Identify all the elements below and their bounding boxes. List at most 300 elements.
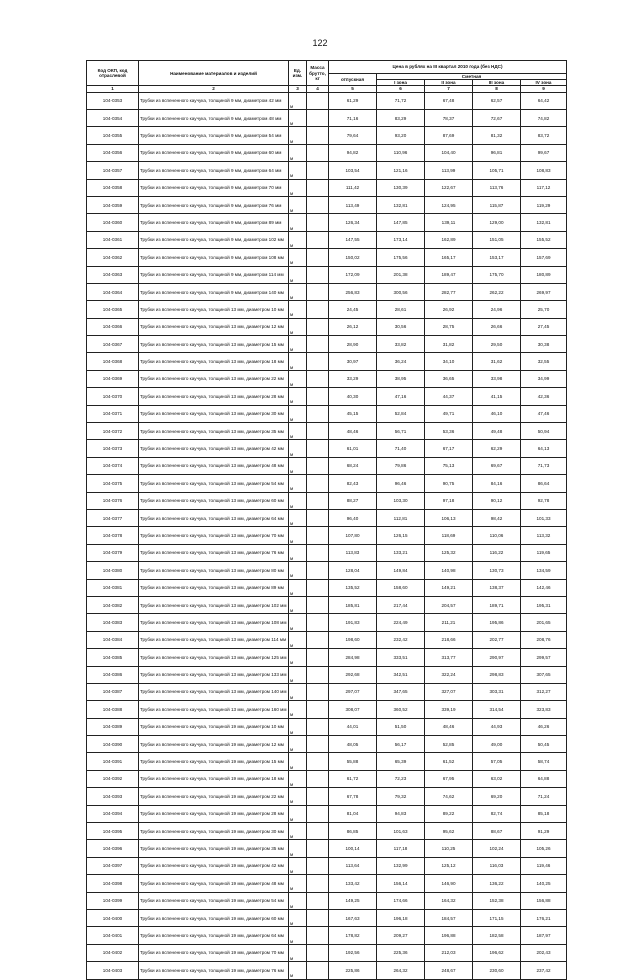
- cell-code: 104-0366: [87, 318, 139, 335]
- cell-release-price: 198,60: [329, 631, 377, 648]
- cell-mass: [307, 875, 329, 892]
- table-row: [87, 962, 567, 979]
- table-row: [87, 92, 567, 109]
- table-row: [87, 736, 567, 753]
- cell-zone4-price: 142,46: [521, 579, 567, 596]
- col-number: 8: [473, 86, 521, 92]
- cell-zone1-price: 126,15: [377, 527, 425, 544]
- cell-zone4-price: 140,25: [521, 875, 567, 892]
- cell-zone4-price: 25,70: [521, 301, 567, 318]
- cell-mass: [307, 249, 329, 266]
- table-row: [87, 649, 567, 666]
- table-row: [87, 492, 567, 509]
- cell-zone2-price: 113,99: [425, 162, 473, 179]
- cell-zone3-price: 81,32: [473, 127, 521, 144]
- cell-name: Трубки из вспененного каучука, толщиной 13 мм, диаметром 48 мм: [139, 457, 289, 474]
- cell-mass: [307, 231, 329, 248]
- cell-name: Трубки из вспененного каучука, толщиной 19 мм, диаметром 70 мм: [139, 944, 289, 961]
- cell-zone1-price: 132,81: [377, 196, 425, 213]
- cell-unit: м: [289, 666, 307, 683]
- cell-zone3-price: 129,00: [473, 214, 521, 231]
- table-row: [87, 857, 567, 874]
- cell-zone4-price: 187,97: [521, 927, 567, 944]
- cell-zone3-price: 171,15: [473, 909, 521, 926]
- cell-name: Трубки из вспененного каучука, толщиной 13 мм, диаметром 22 мм: [139, 370, 289, 387]
- cell-mass: [307, 892, 329, 909]
- cell-mass: [307, 388, 329, 405]
- cell-mass: [307, 718, 329, 735]
- cell-unit: м: [289, 840, 307, 857]
- cell-zone3-price: 88,67: [473, 823, 521, 840]
- cell-zone3-price: 113,76: [473, 179, 521, 196]
- cell-unit: м: [289, 370, 307, 387]
- cell-zone4-price: 42,36: [521, 388, 567, 405]
- cell-zone1-price: 38,95: [377, 370, 425, 387]
- cell-zone2-price: 282,77: [425, 283, 473, 300]
- cell-unit: м: [289, 127, 307, 144]
- cell-name: Трубки из вспененного каучука, толщиной 13 мм, диаметром 30 мм: [139, 405, 289, 422]
- cell-zone4-price: 134,59: [521, 562, 567, 579]
- table-row: [87, 770, 567, 787]
- cell-zone2-price: 67,17: [425, 440, 473, 457]
- cell-zone2-price: 90,75: [425, 475, 473, 492]
- cell-release-price: 67,78: [329, 788, 377, 805]
- cell-name: Трубки из вспененного каучука, толщиной 9 мм, диаметром 64 мм: [139, 162, 289, 179]
- cell-mass: [307, 736, 329, 753]
- cell-mass: [307, 318, 329, 335]
- cell-zone2-price: 34,10: [425, 353, 473, 370]
- cell-name: Трубки из вспененного каучука, толщиной 19 мм, диаметром 10 мм: [139, 718, 289, 735]
- cell-name: Трубки из вспененного каучука, толщиной 19 мм, диаметром 60 мм: [139, 909, 289, 926]
- cell-zone4-price: 34,99: [521, 370, 567, 387]
- cell-mass: [307, 701, 329, 718]
- cell-release-price: 192,56: [329, 944, 377, 961]
- cell-zone3-price: 62,57: [473, 92, 521, 109]
- cell-zone3-price: 110,06: [473, 527, 521, 544]
- cell-unit: м: [289, 301, 307, 318]
- cell-mass: [307, 370, 329, 387]
- cell-unit: м: [289, 249, 307, 266]
- cell-name: Трубки из вспененного каучука, толщиной 19 мм, диаметром 28 мм: [139, 805, 289, 822]
- cell-release-price: 172,09: [329, 266, 377, 283]
- cell-name: Трубки из вспененного каучука, толщиной 13 мм, диаметром 42 мм: [139, 440, 289, 457]
- cell-zone2-price: 339,19: [425, 701, 473, 718]
- cell-unit: м: [289, 909, 307, 926]
- cell-zone1-price: 52,84: [377, 405, 425, 422]
- cell-code: 104-0377: [87, 509, 139, 526]
- cell-unit: м: [289, 962, 307, 979]
- table-row: [87, 753, 567, 770]
- cell-zone4-price: 299,57: [521, 649, 567, 666]
- cell-name: Трубки из вспененного каучука, толщиной 9 мм, диаметром 140 мм: [139, 283, 289, 300]
- cell-zone2-price: 124,95: [425, 196, 473, 213]
- table-body: [87, 92, 567, 979]
- cell-unit: м: [289, 805, 307, 822]
- cell-mass: [307, 753, 329, 770]
- cell-zone1-price: 196,18: [377, 909, 425, 926]
- cell-name: Трубки из вспененного каучука, толщиной 13 мм, диаметром 89 мм: [139, 579, 289, 596]
- cell-unit: м: [289, 92, 307, 109]
- cell-unit: м: [289, 475, 307, 492]
- cell-zone2-price: 26,92: [425, 301, 473, 318]
- cell-zone3-price: 84,16: [473, 475, 521, 492]
- table-row: [87, 475, 567, 492]
- header-zone-2: II зона: [425, 80, 473, 86]
- cell-zone2-price: 122,67: [425, 179, 473, 196]
- cell-zone1-price: 333,51: [377, 649, 425, 666]
- header-mass: Масса брутто, кг: [307, 61, 329, 86]
- cell-name: Трубки из вспененного каучука, толщиной 13 мм, диаметром 64 мм: [139, 509, 289, 526]
- cell-name: Трубки из вспененного каучука, толщиной 19 мм, диаметром 35 мм: [139, 840, 289, 857]
- table-row: [87, 509, 567, 526]
- cell-code: 104-0398: [87, 875, 139, 892]
- table-row: [87, 527, 567, 544]
- cell-zone4-price: 176,21: [521, 909, 567, 926]
- cell-zone4-price: 132,81: [521, 214, 567, 231]
- cell-release-price: 135,52: [329, 579, 377, 596]
- cell-release-price: 100,14: [329, 840, 377, 857]
- cell-name: Трубки из вспененного каучука, толщиной 19 мм, диаметром 76 мм: [139, 962, 289, 979]
- cell-zone3-price: 82,74: [473, 805, 521, 822]
- cell-name: Трубки из вспененного каучука, толщиной 9 мм, диаметром 89 мм: [139, 214, 289, 231]
- cell-release-price: 86,85: [329, 823, 377, 840]
- table-row: [87, 718, 567, 735]
- cell-release-price: 297,07: [329, 683, 377, 700]
- cell-code: 104-0373: [87, 440, 139, 457]
- cell-unit: м: [289, 944, 307, 961]
- table-row: [87, 283, 567, 300]
- cell-mass: [307, 179, 329, 196]
- cell-zone3-price: 69,67: [473, 457, 521, 474]
- cell-zone3-price: 152,38: [473, 892, 521, 909]
- cell-mass: [307, 475, 329, 492]
- header-estimate: Сметная: [377, 74, 567, 80]
- table-row: [87, 162, 567, 179]
- cell-zone2-price: 313,77: [425, 649, 473, 666]
- cell-zone1-price: 71,72: [377, 92, 425, 109]
- col-number: 9: [521, 86, 567, 92]
- table-row: [87, 214, 567, 231]
- cell-code: 104-0393: [87, 788, 139, 805]
- cell-release-price: 128,04: [329, 562, 377, 579]
- cell-unit: м: [289, 596, 307, 613]
- cell-zone2-price: 162,89: [425, 231, 473, 248]
- table-row: [87, 301, 567, 318]
- cell-unit: м: [289, 283, 307, 300]
- cell-unit: м: [289, 527, 307, 544]
- cell-zone2-price: 36,65: [425, 370, 473, 387]
- cell-unit: м: [289, 196, 307, 213]
- cell-zone1-price: 174,66: [377, 892, 425, 909]
- cell-zone1-price: 347,65: [377, 683, 425, 700]
- cell-release-price: 33,29: [329, 370, 377, 387]
- table-row: [87, 457, 567, 474]
- cell-release-price: 30,97: [329, 353, 377, 370]
- cell-unit: м: [289, 875, 307, 892]
- cell-code: 104-0379: [87, 544, 139, 561]
- table-row: [87, 683, 567, 700]
- cell-release-price: 167,63: [329, 909, 377, 926]
- cell-zone2-price: 140,98: [425, 562, 473, 579]
- cell-zone1-price: 30,56: [377, 318, 425, 335]
- cell-code: 104-0376: [87, 492, 139, 509]
- cell-unit: м: [289, 336, 307, 353]
- cell-zone3-price: 49,48: [473, 423, 521, 440]
- cell-zone3-price: 262,22: [473, 283, 521, 300]
- cell-name: Трубки из вспененного каучука, толщиной 19 мм, диаметром 54 мм: [139, 892, 289, 909]
- cell-unit: м: [289, 770, 307, 787]
- cell-zone2-price: 106,13: [425, 509, 473, 526]
- cell-release-price: 61,72: [329, 770, 377, 787]
- cell-name: Трубки из вспененного каучука, толщиной 13 мм, диаметром 70 мм: [139, 527, 289, 544]
- cell-code: 104-0364: [87, 283, 139, 300]
- cell-zone3-price: 138,37: [473, 579, 521, 596]
- cell-release-price: 308,07: [329, 701, 377, 718]
- cell-zone1-price: 36,24: [377, 353, 425, 370]
- header-name: Наименование материалов и изделий: [139, 61, 289, 86]
- cell-zone3-price: 230,60: [473, 962, 521, 979]
- cell-release-price: 284,98: [329, 649, 377, 666]
- cell-mass: [307, 283, 329, 300]
- cell-zone2-price: 212,03: [425, 944, 473, 961]
- table-row: [87, 336, 567, 353]
- table-row: [87, 144, 567, 161]
- table-row: [87, 440, 567, 457]
- cell-zone2-price: 189,47: [425, 266, 473, 283]
- cell-zone1-price: 33,82: [377, 336, 425, 353]
- cell-zone4-price: 113,32: [521, 527, 567, 544]
- cell-code: 104-0394: [87, 805, 139, 822]
- cell-zone3-price: 202,77: [473, 631, 521, 648]
- cell-zone2-price: 95,62: [425, 823, 473, 840]
- cell-zone4-price: 108,83: [521, 162, 567, 179]
- cell-zone2-price: 53,36: [425, 423, 473, 440]
- cell-release-price: 45,15: [329, 405, 377, 422]
- cell-unit: м: [289, 614, 307, 631]
- cell-mass: [307, 944, 329, 961]
- cell-unit: м: [289, 579, 307, 596]
- cell-zone1-price: 173,14: [377, 231, 425, 248]
- table-row: [87, 405, 567, 422]
- cell-release-price: 88,27: [329, 492, 377, 509]
- cell-zone4-price: 30,38: [521, 336, 567, 353]
- cell-zone2-price: 118,69: [425, 527, 473, 544]
- cell-zone2-price: 78,37: [425, 110, 473, 127]
- table-row: [87, 196, 567, 213]
- cell-code: 104-0397: [87, 857, 139, 874]
- cell-zone3-price: 69,20: [473, 788, 521, 805]
- cell-zone2-price: 61,52: [425, 753, 473, 770]
- cell-zone3-price: 102,24: [473, 840, 521, 857]
- cell-release-price: 292,68: [329, 666, 377, 683]
- cell-name: Трубки из вспененного каучука, толщиной 9 мм, диаметром 76 мм: [139, 196, 289, 213]
- header-price-title: Цена в рублях на III квартал 2010 года (без НДС): [329, 61, 567, 74]
- cell-unit: м: [289, 353, 307, 370]
- table-row: [87, 318, 567, 335]
- cell-zone4-price: 71,73: [521, 457, 567, 474]
- cell-mass: [307, 805, 329, 822]
- cell-zone2-price: 165,17: [425, 249, 473, 266]
- cell-name: Трубки из вспененного каучука, толщиной 13 мм, диаметром 114 мм: [139, 631, 289, 648]
- cell-zone1-price: 112,81: [377, 509, 425, 526]
- cell-code: 104-0354: [87, 110, 139, 127]
- cell-release-price: 113,64: [329, 857, 377, 874]
- cell-mass: [307, 614, 329, 631]
- cell-release-price: 147,55: [329, 231, 377, 248]
- cell-zone4-price: 85,18: [521, 805, 567, 822]
- cell-zone4-price: 50,94: [521, 423, 567, 440]
- cell-zone1-price: 28,61: [377, 301, 425, 318]
- cell-code: 104-0386: [87, 666, 139, 683]
- cell-zone4-price: 58,74: [521, 753, 567, 770]
- cell-zone4-price: 86,64: [521, 475, 567, 492]
- cell-unit: м: [289, 927, 307, 944]
- cell-code: 104-0360: [87, 214, 139, 231]
- cell-release-price: 111,42: [329, 179, 377, 196]
- cell-release-price: 48,05: [329, 736, 377, 753]
- table-row: [87, 179, 567, 196]
- table-row: [87, 266, 567, 283]
- cell-zone1-price: 65,39: [377, 753, 425, 770]
- cell-zone2-price: 28,75: [425, 318, 473, 335]
- cell-name: Трубки из вспененного каучука, толщиной 19 мм, диаметром 64 мм: [139, 927, 289, 944]
- cell-zone4-price: 119,29: [521, 196, 567, 213]
- cell-zone1-price: 96,46: [377, 475, 425, 492]
- cell-zone1-price: 101,63: [377, 823, 425, 840]
- cell-name: Трубки из вспененного каучука, толщиной 13 мм, диаметром 108 мм: [139, 614, 289, 631]
- col-number: 4: [307, 86, 329, 92]
- table-row: [87, 631, 567, 648]
- cell-mass: [307, 509, 329, 526]
- cell-zone3-price: 298,83: [473, 666, 521, 683]
- cell-unit: м: [289, 162, 307, 179]
- cell-unit: м: [289, 144, 307, 161]
- cell-release-price: 81,04: [329, 805, 377, 822]
- cell-mass: [307, 144, 329, 161]
- cell-release-price: 113,83: [329, 544, 377, 561]
- cell-zone2-price: 322,24: [425, 666, 473, 683]
- cell-zone2-price: 44,37: [425, 388, 473, 405]
- cell-zone1-price: 110,96: [377, 144, 425, 161]
- cell-zone2-price: 75,13: [425, 457, 473, 474]
- cell-zone4-price: 323,83: [521, 701, 567, 718]
- cell-zone4-price: 74,82: [521, 110, 567, 127]
- col-number: 3: [289, 86, 307, 92]
- cell-unit: м: [289, 718, 307, 735]
- cell-mass: [307, 683, 329, 700]
- header-zone-3: III зона: [473, 80, 521, 86]
- cell-zone4-price: 307,65: [521, 666, 567, 683]
- cell-unit: м: [289, 562, 307, 579]
- header-code: Код ОКП, код отраслевой: [87, 61, 139, 86]
- cell-release-price: 24,45: [329, 301, 377, 318]
- header-release: отпускная: [329, 74, 377, 86]
- cell-code: 104-0402: [87, 944, 139, 961]
- cell-zone1-price: 71,40: [377, 440, 425, 457]
- cell-mass: [307, 492, 329, 509]
- cell-code: 104-0389: [87, 718, 139, 735]
- cell-code: 104-0361: [87, 231, 139, 248]
- cell-release-price: 28,90: [329, 336, 377, 353]
- cell-release-price: 113,49: [329, 196, 377, 213]
- cell-name: Трубки из вспененного каучука, толщиной 13 мм, диаметром 15 мм: [139, 336, 289, 353]
- cell-zone2-price: 89,22: [425, 805, 473, 822]
- cell-zone4-price: 27,45: [521, 318, 567, 335]
- cell-code: 104-0372: [87, 423, 139, 440]
- table-row: [87, 701, 567, 718]
- cell-zone2-price: 49,71: [425, 405, 473, 422]
- cell-zone1-price: 56,71: [377, 423, 425, 440]
- cell-zone2-price: 74,62: [425, 788, 473, 805]
- cell-zone4-price: 64,88: [521, 770, 567, 787]
- cell-unit: м: [289, 492, 307, 509]
- cell-mass: [307, 788, 329, 805]
- cell-zone3-price: 72,67: [473, 110, 521, 127]
- cell-mass: [307, 162, 329, 179]
- cell-zone3-price: 29,50: [473, 336, 521, 353]
- cell-release-price: 96,40: [329, 509, 377, 526]
- cell-zone2-price: 125,12: [425, 857, 473, 874]
- cell-code: 104-0353: [87, 92, 139, 109]
- cell-zone3-price: 153,17: [473, 249, 521, 266]
- cell-zone2-price: 67,95: [425, 770, 473, 787]
- cell-zone2-price: 31,82: [425, 336, 473, 353]
- cell-mass: [307, 214, 329, 231]
- cell-name: Трубки из вспененного каучука, толщиной 13 мм, диаметром 160 мм: [139, 701, 289, 718]
- cell-zone3-price: 31,62: [473, 353, 521, 370]
- cell-name: Трубки из вспененного каучука, толщиной 13 мм, диаметром 133 мм: [139, 666, 289, 683]
- table-row: [87, 110, 567, 127]
- cell-zone1-price: 51,50: [377, 718, 425, 735]
- cell-zone1-price: 217,44: [377, 596, 425, 613]
- cell-unit: м: [289, 318, 307, 335]
- cell-release-price: 55,88: [329, 753, 377, 770]
- cell-zone3-price: 116,22: [473, 544, 521, 561]
- cell-zone4-price: 64,42: [521, 92, 567, 109]
- cell-unit: м: [289, 753, 307, 770]
- cell-unit: м: [289, 214, 307, 231]
- cell-zone3-price: 195,86: [473, 614, 521, 631]
- cell-release-price: 40,30: [329, 388, 377, 405]
- cell-release-price: 71,16: [329, 110, 377, 127]
- cell-unit: м: [289, 701, 307, 718]
- cell-unit: м: [289, 509, 307, 526]
- cell-name: Трубки из вспененного каучука, толщиной 13 мм, диаметром 28 мм: [139, 388, 289, 405]
- cell-zone1-price: 117,18: [377, 840, 425, 857]
- cell-unit: м: [289, 649, 307, 666]
- table-row: [87, 927, 567, 944]
- cell-zone2-price: 164,32: [425, 892, 473, 909]
- cell-zone2-price: 218,66: [425, 631, 473, 648]
- cell-mass: [307, 527, 329, 544]
- cell-mass: [307, 127, 329, 144]
- cell-mass: [307, 562, 329, 579]
- cell-release-price: 149,25: [329, 892, 377, 909]
- table-row: [87, 823, 567, 840]
- cell-name: Трубки из вспененного каучука, толщиной 19 мм, диаметром 18 мм: [139, 770, 289, 787]
- cell-zone4-price: 46,26: [521, 718, 567, 735]
- cell-release-price: 79,64: [329, 127, 377, 144]
- cell-code: 104-0388: [87, 701, 139, 718]
- cell-name: Трубки из вспененного каучука, толщиной 13 мм, диаметром 125 мм: [139, 649, 289, 666]
- cell-name: Трубки из вспененного каучука, толщиной 13 мм, диаметром 35 мм: [139, 423, 289, 440]
- cell-zone3-price: 33,98: [473, 370, 521, 387]
- cell-release-price: 44,01: [329, 718, 377, 735]
- cell-zone3-price: 90,12: [473, 492, 521, 509]
- cell-zone1-price: 209,27: [377, 927, 425, 944]
- cell-unit: м: [289, 266, 307, 283]
- cell-name: Трубки из вспененного каучука, толщиной 13 мм, диаметром 60 мм: [139, 492, 289, 509]
